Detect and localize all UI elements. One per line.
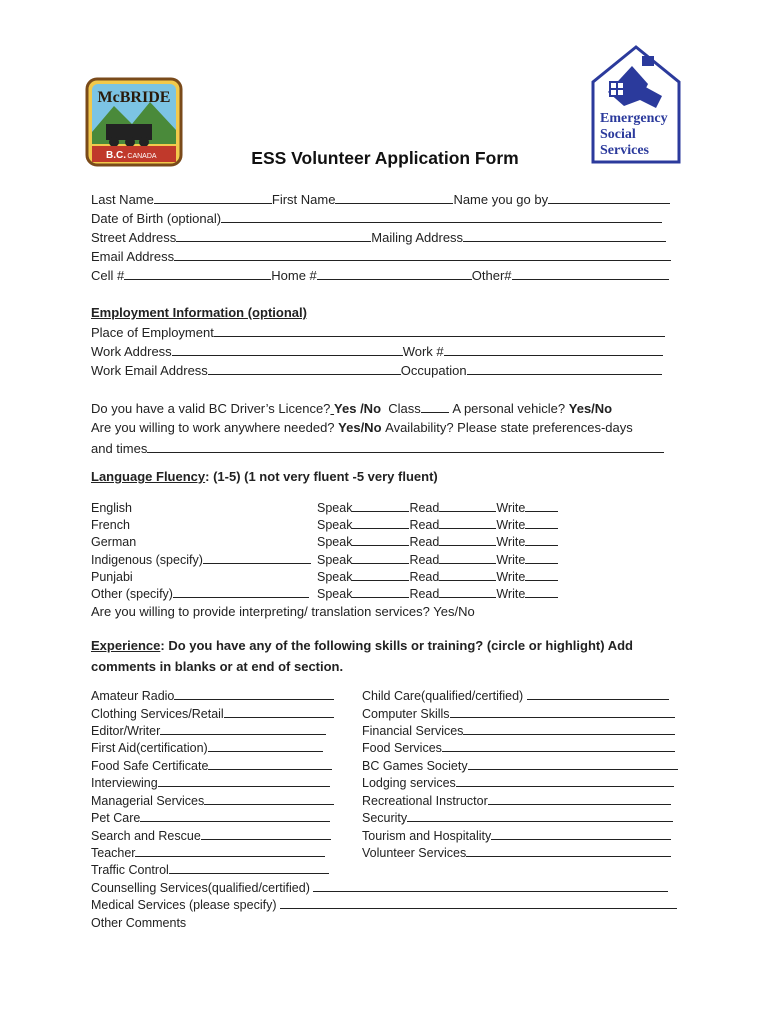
skill-comment-field[interactable] bbox=[224, 706, 334, 718]
speak-field[interactable] bbox=[352, 569, 409, 581]
language-heading-row bbox=[91, 469, 438, 485]
logo-left-canada: CANADA bbox=[127, 153, 157, 160]
last-name-field[interactable] bbox=[154, 191, 272, 204]
speak-field[interactable] bbox=[352, 586, 409, 598]
speak-field[interactable] bbox=[352, 552, 409, 564]
medical-field[interactable] bbox=[280, 897, 677, 909]
skill-comment-field[interactable] bbox=[488, 793, 671, 805]
skill-comment-field[interactable] bbox=[135, 845, 325, 857]
work-email-row bbox=[91, 362, 662, 379]
skill-item bbox=[91, 775, 330, 791]
anywhere-row bbox=[91, 420, 633, 436]
skill-comment-field[interactable] bbox=[169, 862, 329, 874]
lang-fields-row bbox=[317, 586, 558, 602]
email-row bbox=[91, 248, 671, 265]
write-label: Write bbox=[496, 501, 526, 515]
ess-logo-line3: Services bbox=[600, 143, 649, 158]
skill-comment-field[interactable] bbox=[442, 740, 675, 752]
first-name-field[interactable] bbox=[335, 191, 453, 204]
skill-item bbox=[91, 793, 334, 809]
skill-item bbox=[91, 706, 334, 722]
skill-item bbox=[91, 688, 334, 704]
place-row bbox=[91, 324, 665, 341]
mailing-label: Mailing Address bbox=[371, 230, 464, 245]
email-field[interactable] bbox=[174, 248, 671, 261]
skill-item bbox=[362, 688, 669, 704]
counselling-field[interactable] bbox=[313, 880, 668, 892]
experience-heading: Experience bbox=[91, 638, 161, 653]
lang-fields-row bbox=[317, 534, 558, 550]
first-name-label: First Name bbox=[271, 192, 336, 207]
skill-label[interactable]: BC Games Society bbox=[362, 759, 468, 773]
skill-item bbox=[91, 845, 325, 861]
last-name-label: Last Name bbox=[91, 192, 154, 207]
write-field[interactable] bbox=[525, 534, 558, 546]
speak-field[interactable] bbox=[352, 534, 409, 546]
write-label: Write bbox=[496, 518, 526, 532]
page-title: ESS Volunteer Application Form bbox=[251, 148, 519, 168]
skill-item bbox=[362, 706, 675, 722]
phone-row bbox=[91, 267, 669, 284]
cell-field[interactable] bbox=[124, 267, 271, 280]
skill-item bbox=[362, 810, 673, 826]
experience-prompt-2: comments in blanks or at end of section. bbox=[91, 659, 344, 674]
availability-question: Availability? Please state preferences-days bbox=[385, 420, 633, 435]
work-num-label: Work # bbox=[402, 344, 444, 359]
licence-question: Do you have a valid BC Driver’s Licence? bbox=[91, 401, 331, 416]
skill-comment-field[interactable] bbox=[468, 758, 678, 770]
work-address-field[interactable] bbox=[172, 343, 403, 356]
write-label: Write bbox=[496, 587, 526, 601]
lang-english-label: English bbox=[91, 501, 132, 515]
home-label: Home # bbox=[271, 268, 317, 283]
counselling-label[interactable]: Counselling Services(qualified/certified) bbox=[91, 881, 310, 895]
skill-item bbox=[91, 723, 326, 739]
skill-comment-field[interactable] bbox=[208, 758, 332, 770]
work-email-label: Work Email Address bbox=[91, 363, 208, 378]
skill-label[interactable]: Managerial Services bbox=[91, 794, 205, 808]
read-label: Read bbox=[409, 501, 440, 515]
experience-prompt: : Do you have any of the following skills or training? (circle or highlight) Add bbox=[160, 638, 633, 653]
skill-comment-field[interactable] bbox=[160, 723, 326, 735]
lang-german-label: German bbox=[91, 535, 137, 549]
skill-label[interactable]: Traffic Control bbox=[91, 863, 169, 877]
skill-comment-field[interactable] bbox=[407, 810, 673, 822]
skill-label[interactable]: Financial Services bbox=[362, 724, 464, 738]
skill-label[interactable]: Amateur Radio bbox=[91, 689, 175, 703]
lang-other-specify[interactable] bbox=[173, 586, 309, 598]
employment-heading: Employment Information (optional) bbox=[91, 305, 307, 320]
vehicle-question: A personal vehicle? bbox=[452, 401, 566, 416]
place-field[interactable] bbox=[214, 324, 665, 337]
skill-item bbox=[362, 793, 671, 809]
dob-row bbox=[91, 210, 662, 227]
skill-comment-field[interactable] bbox=[456, 775, 674, 787]
skill-item bbox=[362, 758, 678, 774]
write-label: Write bbox=[496, 570, 526, 584]
skill-comment-field[interactable] bbox=[201, 828, 331, 840]
skill-item bbox=[362, 845, 671, 861]
skill-label[interactable]: Clothing Services/Retail bbox=[91, 707, 224, 721]
name-go-by-label: Name you go by bbox=[453, 192, 549, 207]
dob-label: Date of Birth (optional) bbox=[91, 211, 222, 226]
speak-label: Speak bbox=[317, 553, 353, 567]
skill-label[interactable]: Search and Rescue bbox=[91, 829, 201, 843]
skill-item bbox=[91, 828, 331, 844]
read-label: Read bbox=[409, 587, 440, 601]
skill-comment-field[interactable] bbox=[158, 775, 330, 787]
skill-label[interactable]: Lodging services bbox=[362, 776, 456, 790]
lang-punjabi-label: Punjabi bbox=[91, 570, 133, 584]
place-label: Place of Employment bbox=[91, 325, 214, 340]
skill-item bbox=[91, 862, 329, 878]
read-field[interactable] bbox=[439, 500, 496, 512]
speak-label: Speak bbox=[317, 501, 353, 515]
skill-label[interactable]: Computer Skills bbox=[362, 707, 450, 721]
skill-comment-field[interactable] bbox=[491, 828, 671, 840]
write-field[interactable] bbox=[525, 569, 558, 581]
skill-comment-field[interactable] bbox=[208, 740, 323, 752]
ess-logo-line2: Social bbox=[600, 127, 636, 142]
experience-heading-row bbox=[91, 638, 633, 654]
other-comments-label: Other Comments bbox=[91, 916, 187, 930]
skill-label[interactable]: Tourism and Hospitality bbox=[362, 829, 492, 843]
skill-label[interactable]: Child Care(qualified/certified) bbox=[362, 689, 524, 703]
write-field[interactable] bbox=[525, 500, 558, 512]
lang-french-label: French bbox=[91, 518, 130, 532]
work-address-label: Work Address bbox=[91, 344, 172, 359]
ess-logo-line1: Emergency bbox=[600, 111, 668, 126]
other-field[interactable] bbox=[512, 267, 669, 280]
email-label: Email Address bbox=[91, 249, 175, 264]
medical-row bbox=[91, 897, 677, 913]
vehicle-answer[interactable]: Yes/No bbox=[568, 401, 613, 416]
lang-fields-row bbox=[317, 500, 558, 516]
write-field[interactable] bbox=[525, 552, 558, 564]
read-label: Read bbox=[409, 570, 440, 584]
anywhere-question: Are you willing to work anywhere needed? bbox=[91, 420, 335, 435]
speak-label: Speak bbox=[317, 570, 353, 584]
skill-item bbox=[362, 740, 675, 756]
read-label: Read bbox=[409, 535, 440, 549]
write-label: Write bbox=[496, 553, 526, 567]
work-num-field[interactable] bbox=[444, 343, 663, 356]
skill-comment-field[interactable] bbox=[140, 810, 330, 822]
counselling-row bbox=[91, 880, 668, 896]
skill-item bbox=[91, 810, 330, 826]
availability-field[interactable] bbox=[147, 440, 664, 453]
street-label: Street Address bbox=[91, 230, 177, 245]
skill-label[interactable]: Food Services bbox=[362, 741, 442, 755]
other-label: Other# bbox=[471, 268, 512, 283]
lang-other-label: Other (specify) bbox=[91, 587, 173, 601]
speak-label: Speak bbox=[317, 518, 353, 532]
read-field[interactable] bbox=[439, 517, 496, 529]
logo-left-bc: B.C. bbox=[106, 150, 126, 161]
cell-label: Cell # bbox=[91, 268, 125, 283]
anywhere-answer[interactable]: Yes/No bbox=[338, 420, 382, 435]
skill-item bbox=[362, 775, 674, 791]
interpreting-question: Are you willing to provide interpreting/ translation services? Yes/No bbox=[91, 604, 475, 619]
skill-comment-field[interactable] bbox=[466, 845, 671, 857]
lang-fields-row bbox=[317, 517, 558, 533]
lang-other-row bbox=[91, 586, 309, 602]
dob-field[interactable] bbox=[221, 210, 662, 223]
language-scale: : (1-5) (1 not very fluent -5 very fluent) bbox=[205, 469, 438, 484]
read-field[interactable] bbox=[439, 552, 496, 564]
skill-label[interactable]: Volunteer Services bbox=[362, 846, 467, 860]
times-row bbox=[91, 440, 664, 457]
write-field[interactable] bbox=[525, 586, 558, 598]
skill-label[interactable]: First Aid(certification) bbox=[91, 741, 208, 755]
and-times-label: and times bbox=[91, 441, 148, 456]
skill-label[interactable]: Recreational Instructor bbox=[362, 794, 488, 808]
read-field[interactable] bbox=[439, 586, 496, 598]
read-field[interactable] bbox=[439, 534, 496, 546]
language-heading: Language Fluency bbox=[91, 469, 206, 484]
street-field[interactable] bbox=[176, 229, 371, 242]
skill-label[interactable]: Pet Care bbox=[91, 811, 141, 825]
skill-label[interactable]: Teacher bbox=[91, 846, 136, 860]
skill-label[interactable]: Security bbox=[362, 811, 408, 825]
name-row bbox=[91, 191, 670, 208]
lang-indigenous-row bbox=[91, 552, 311, 568]
medical-label[interactable]: Medical Services (please specify) bbox=[91, 898, 277, 912]
licence-row bbox=[91, 400, 612, 417]
licence-answer[interactable]: Yes /No bbox=[334, 401, 382, 416]
occupation-label: Occupation bbox=[400, 363, 467, 378]
speak-label: Speak bbox=[317, 535, 353, 549]
write-label: Write bbox=[496, 535, 526, 549]
write-field[interactable] bbox=[525, 517, 558, 529]
home-field[interactable] bbox=[317, 267, 472, 280]
occupation-field[interactable] bbox=[467, 362, 662, 375]
work-address-row bbox=[91, 343, 663, 360]
skill-item bbox=[91, 758, 332, 774]
skill-label[interactable]: Interviewing bbox=[91, 776, 158, 790]
work-email-field[interactable] bbox=[208, 362, 401, 375]
mailing-field[interactable] bbox=[463, 229, 666, 242]
skill-comment-field[interactable] bbox=[204, 793, 334, 805]
lang-indigenous-specify[interactable] bbox=[203, 552, 311, 564]
logo-left-title: McBRIDE bbox=[97, 89, 171, 106]
address-row bbox=[91, 229, 666, 246]
class-field[interactable] bbox=[421, 400, 449, 413]
skill-item bbox=[91, 740, 323, 756]
read-label: Read bbox=[409, 518, 440, 532]
skill-item bbox=[362, 723, 675, 739]
skill-comment-field[interactable] bbox=[450, 706, 675, 718]
lang-fields-row bbox=[317, 552, 558, 568]
lang-indigenous-label: Indigenous (specify) bbox=[91, 553, 203, 567]
read-field[interactable] bbox=[439, 569, 496, 581]
read-label: Read bbox=[409, 553, 440, 567]
skill-label[interactable]: Food Safe Certificate bbox=[91, 759, 209, 773]
lang-fields-row bbox=[317, 569, 558, 585]
skill-comment-field[interactable] bbox=[463, 723, 675, 735]
skill-comment-field[interactable] bbox=[174, 688, 334, 700]
skill-comment-field[interactable] bbox=[527, 688, 669, 700]
speak-field[interactable] bbox=[352, 500, 409, 512]
speak-field[interactable] bbox=[352, 517, 409, 529]
skill-item bbox=[362, 828, 671, 844]
speak-label: Speak bbox=[317, 587, 353, 601]
name-go-by-field[interactable] bbox=[548, 191, 670, 204]
class-label: Class bbox=[388, 401, 421, 416]
skill-label[interactable]: Editor/Writer bbox=[91, 724, 161, 738]
